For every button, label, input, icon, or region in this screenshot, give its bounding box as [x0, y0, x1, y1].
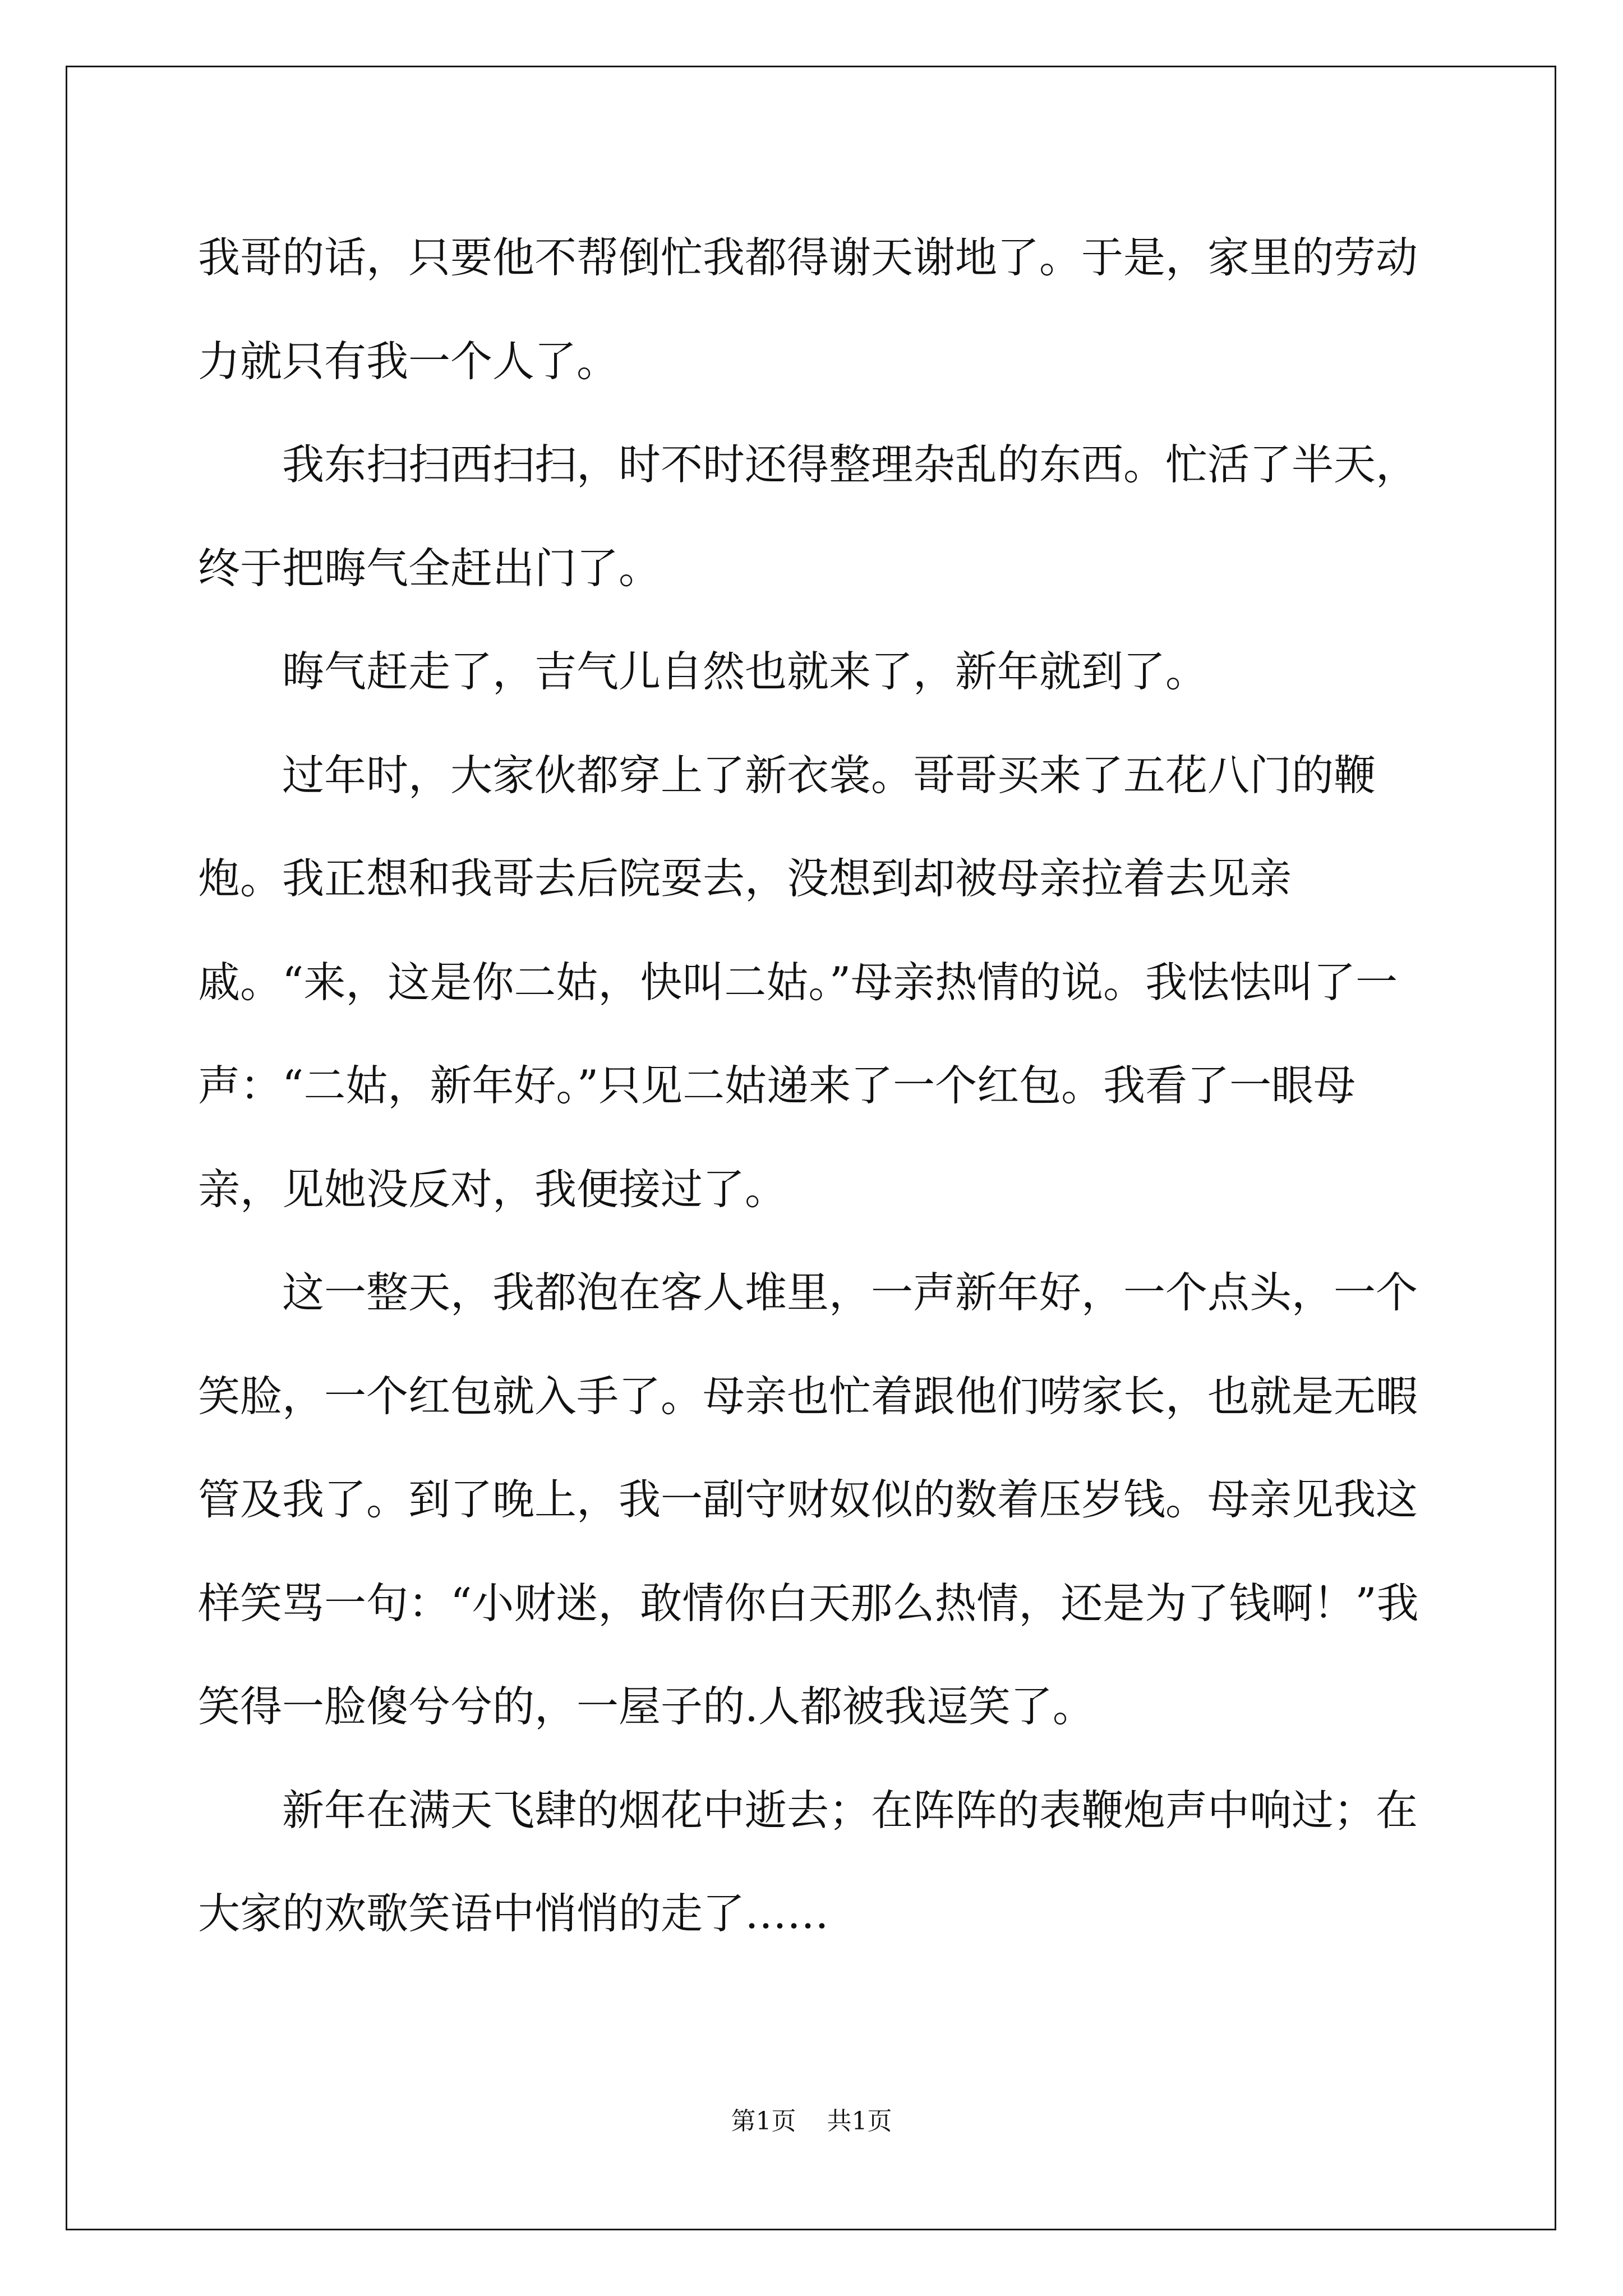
- page-number: 第1页: [731, 2107, 796, 2136]
- paragraph-1: 我哥的话，只要他不帮倒忙我都得谢天谢地了。于是，家里的劳动力就只有我一个人了。: [198, 233, 1418, 386]
- document-body: [198, 206, 1426, 1966]
- paragraph-2: 我东扫扫西扫扫，时不时还得整理杂乱的东西。忙活了半天，终于把晦气全赶出门了。: [198, 440, 1418, 593]
- paragraph-6: 新年在满天飞肆的烟花中逝去；在阵阵的表鞭炮声中响过；在大家的欢歌笑语中悄悄的走了……: [198, 1785, 1418, 1938]
- paragraph-3: 晦气赶走了，吉气儿自然也就来了，新年就到了。: [282, 647, 1208, 696]
- paragraph-4: 过年时，大家伙都穿上了新衣裳。哥哥买来了五花八门的鞭炮。我正想和我哥去后院耍去，没想到却被母亲拉着去见亲戚。“来，这是你二姑，快叫二姑。”母亲热情的说。我怯怯叫了一声：“二姑，新年好。”只见二姑递来了一个红包。我看了一眼母亲，见她没反对，我便接过了。: [198, 750, 1398, 1214]
- paragraph-5: 这一整天，我都泡在客人堆里，一声新年好，一个点头，一个笑脸，一个红包就入手了。母亲也忙着跟他们唠家长，也就是无暇管及我了。到了晚上，我一副守财奴似的数着压岁钱。母亲见我这样笑骂一句：“小财迷，敢情你白天那么热情，还是为了钱啊！”我笑得一脸傻兮兮的，一屋子的.人都被我逗笑了。: [198, 1268, 1419, 1731]
- page-footer: [0, 2101, 1623, 2137]
- page-total: 共1页: [827, 2107, 892, 2136]
